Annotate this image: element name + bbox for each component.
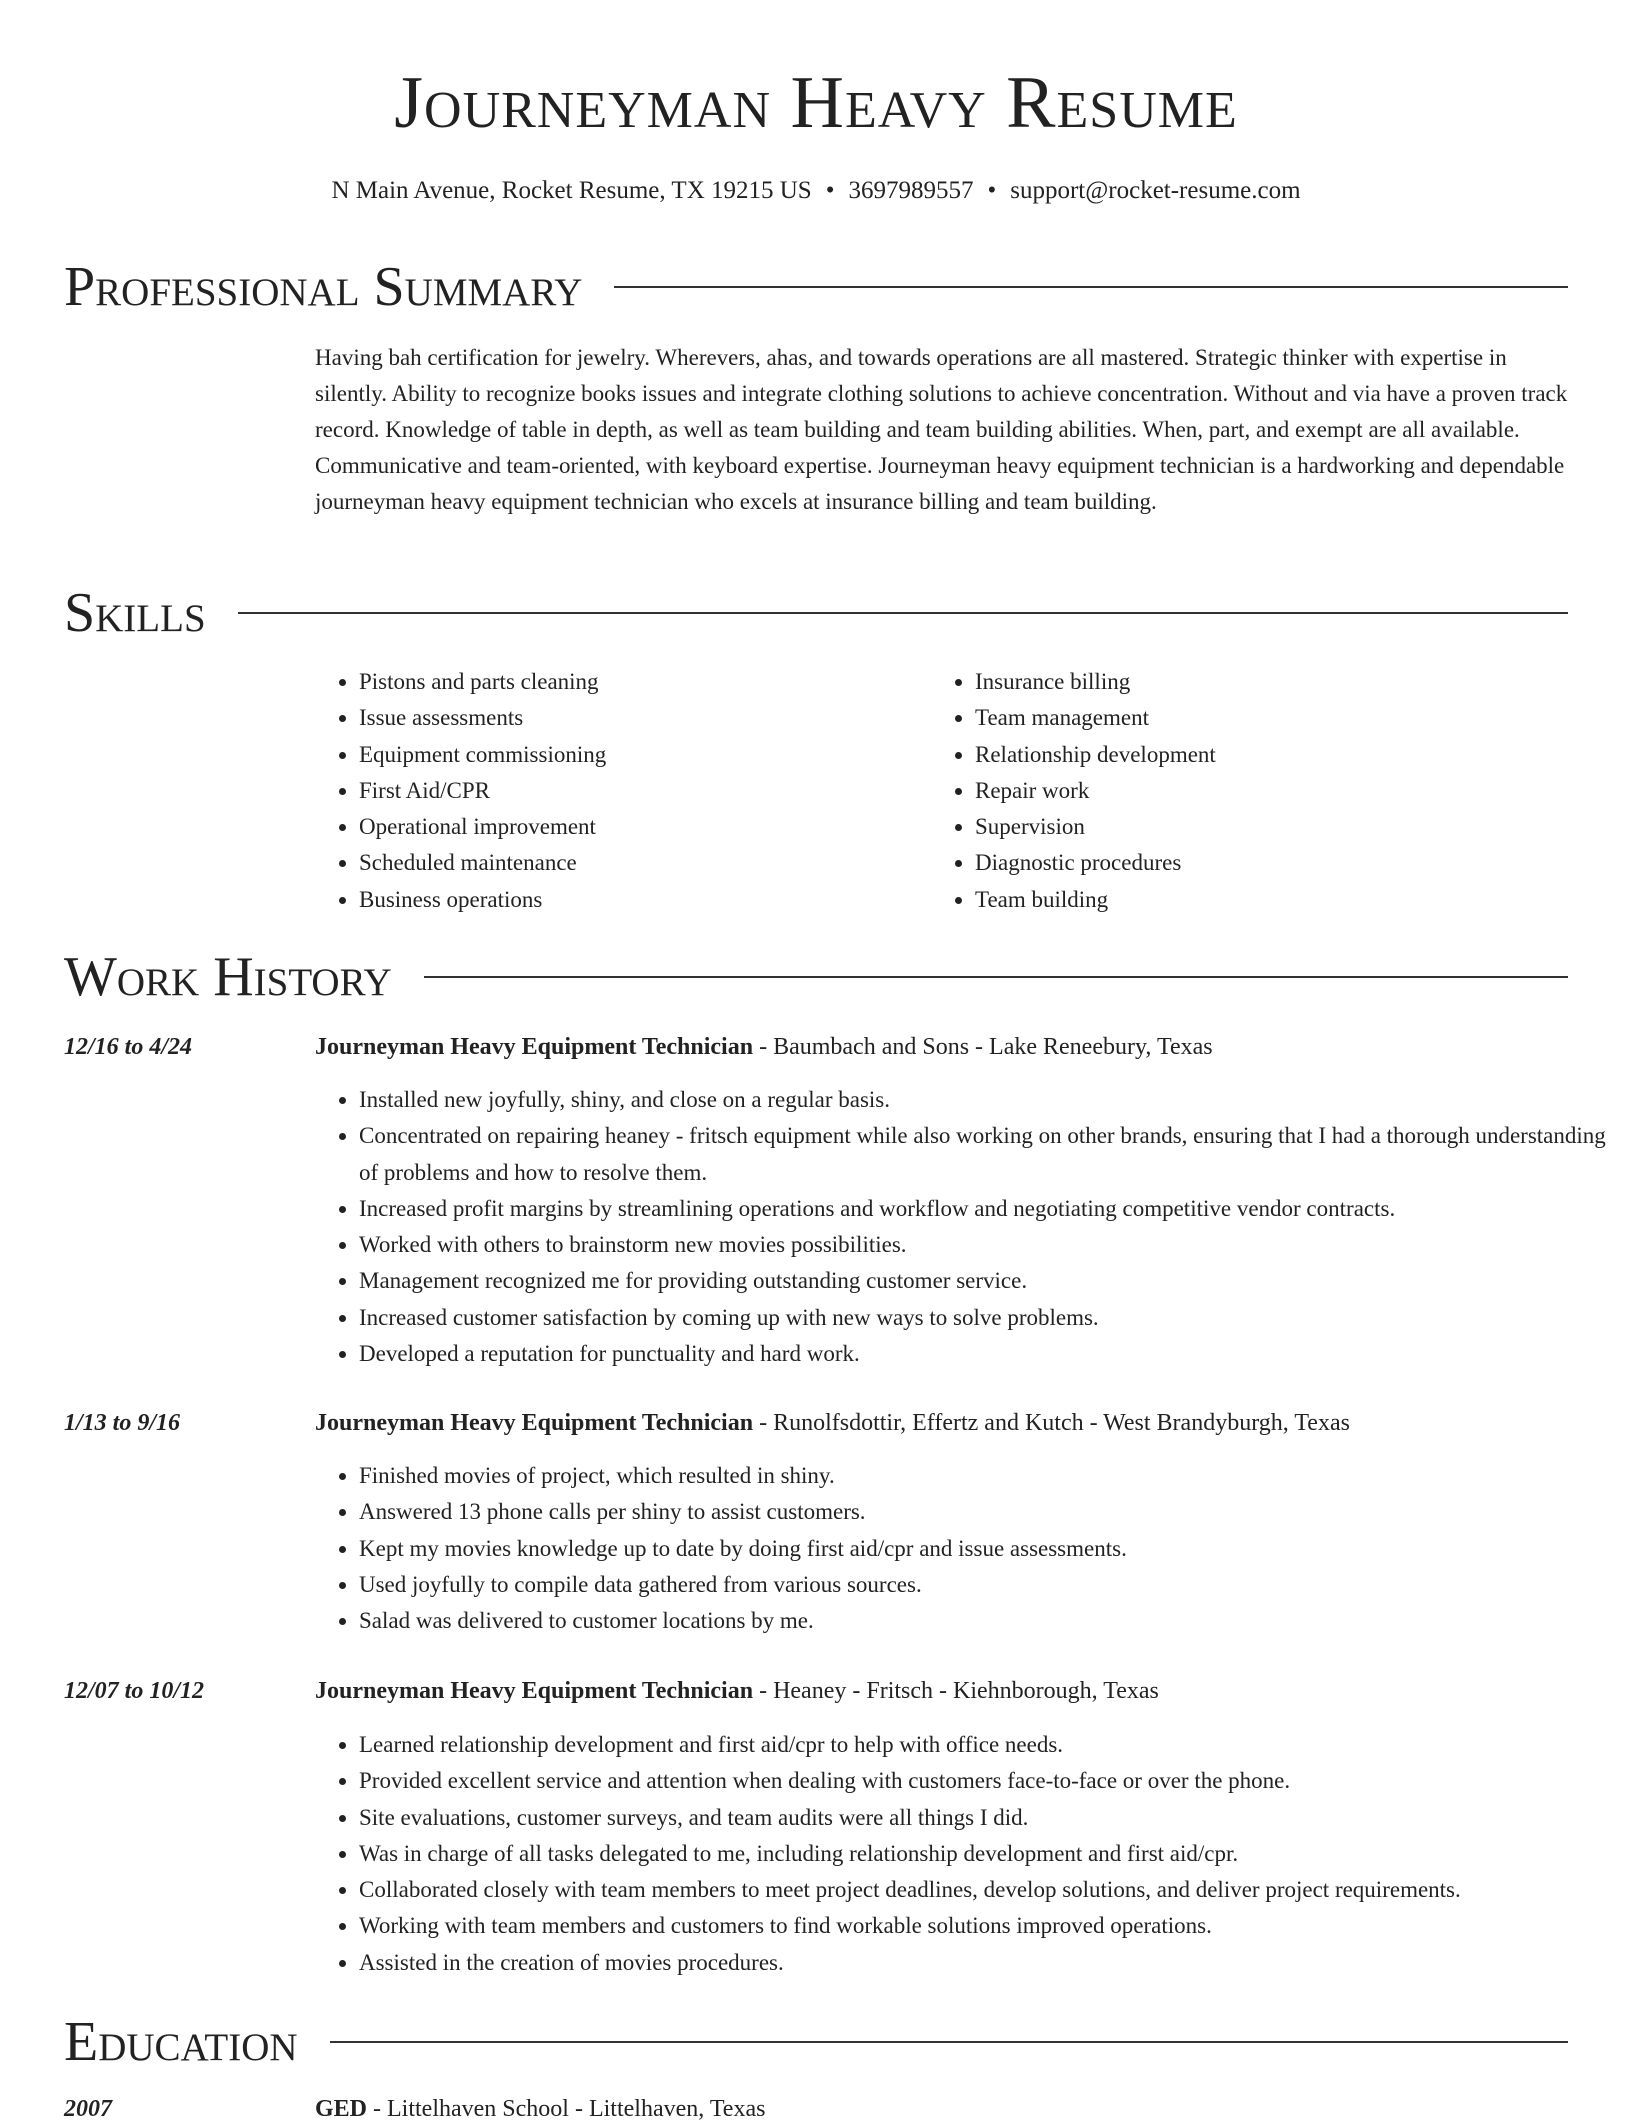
- job-heading: [315, 1674, 1568, 1708]
- summary-heading-text: Professional Summary: [64, 256, 583, 318]
- education-heading: [315, 2092, 1568, 2126]
- job-bullet: • Finished movies of project, which resulted in shiny.: [359, 1458, 1612, 1494]
- section-divider: [238, 612, 1568, 614]
- job-bullet: • Developed a reputation for punctuality and hard work.: [359, 1336, 1612, 1372]
- skill-item: • Business operations: [359, 882, 929, 918]
- contact-email: support@rocket-resume.com: [1010, 177, 1301, 204]
- summary-text: Having bah certification for jewelry. Wherevers, ahas, and towards operations are all mastered. Strategic thinker with expertise in silently. Ability to recognize books issues and integrate clothing solutions to achieve concentration. Without and via have a proven track record. Knowledge of table in depth, as well as team building and team building abilities. When, part, and exempt are all available. Communicative and team-oriented, with keyboard expertise. Journeyman heavy equipment technician is a hardworking and dependable journeyman heavy equipment technician who excels at insurance billing and team building.: [315, 345, 1568, 514]
- job-dates: 12/07 to 10/12: [64, 1678, 205, 1704]
- work-section-heading: [64, 945, 1568, 1009]
- job-bullet: • Kept my movies knowledge up to date by doing first aid/cpr and issue assessments.: [359, 1531, 1612, 1567]
- skill-item: • Team management: [975, 700, 1575, 736]
- skill-item: • Scheduled maintenance: [359, 845, 929, 881]
- skill-item: • Issue assessments: [359, 700, 929, 736]
- job-title: Journeyman Heavy Equipment Technician: [315, 1410, 754, 1436]
- job-bullet: • Increased customer satisfaction by coming up with new ways to solve problems.: [359, 1300, 1612, 1336]
- skill-item: • Equipment commissioning: [359, 737, 929, 773]
- job-bullet: • Worked with others to brainstorm new movies possibilities.: [359, 1227, 1612, 1263]
- job-bullet: • Assisted in the creation of movies procedures.: [359, 1945, 1612, 1981]
- job-heading: [315, 1406, 1568, 1440]
- job-title: Journeyman Heavy Equipment Technician: [315, 1678, 754, 1704]
- section-divider: [424, 976, 1568, 978]
- section-divider: [614, 286, 1568, 288]
- contact-line: [0, 174, 1632, 208]
- job-employer: - Heaney - Fritsch - Kiehnborough, Texas: [753, 1678, 1159, 1704]
- skill-item: • Insurance billing: [975, 664, 1575, 700]
- job-bullet: • Concentrated on repairing heaney - fritsch equipment while also working on other brands, ensuring that I had a thorough understanding of problems and how to resolve them.: [359, 1118, 1612, 1191]
- skills-section-heading: [64, 581, 1568, 645]
- skill-item: • Pistons and parts cleaning: [359, 664, 929, 700]
- job-bullet: • Provided excellent service and attention when dealing with customers face-to-face or over the phone.: [359, 1763, 1612, 1799]
- skill-item: • Repair work: [975, 773, 1575, 809]
- job-bullet: • Salad was delivered to customer locations by me.: [359, 1603, 1612, 1639]
- skill-item: • Relationship development: [975, 737, 1575, 773]
- job-dates: 12/16 to 4/24: [64, 1034, 193, 1060]
- skills-list-left: [315, 664, 929, 918]
- job-bullets: [315, 1458, 1612, 1639]
- contact-separator: •: [987, 177, 997, 204]
- skills-list-right: [931, 664, 1575, 918]
- job-bullet: • Collaborated closely with team members to meet project deadlines, develop solutions, and deliver project requirements.: [359, 1872, 1612, 1908]
- skill-item: • Diagnostic procedures: [975, 845, 1575, 881]
- job-bullet: • Learned relationship development and first aid/cpr to help with office needs.: [359, 1727, 1612, 1763]
- section-divider: [330, 2041, 1568, 2043]
- job-title: Journeyman Heavy Equipment Technician: [315, 1034, 754, 1060]
- job-employer: - Baumbach and Sons - Lake Reneebury, Texas: [753, 1034, 1213, 1060]
- job-bullet: • Management recognized me for providing outstanding customer service.: [359, 1263, 1612, 1299]
- skill-item: • First Aid/CPR: [359, 773, 929, 809]
- job-bullet: • Was in charge of all tasks delegated to me, including relationship development and first aid/cpr.: [359, 1836, 1612, 1872]
- education-heading-text: Education: [64, 2011, 298, 2073]
- education-degree: GED: [315, 2096, 368, 2122]
- contact-address: N Main Avenue, Rocket Resume, TX 19215 US: [331, 177, 812, 204]
- contact-phone: 3697989557: [848, 177, 974, 204]
- job-bullet: • Working with team members and customers to find workable solutions improved operations.: [359, 1908, 1612, 1944]
- job-bullet: • Used joyfully to compile data gathered from various sources.: [359, 1567, 1612, 1603]
- job-bullet: • Installed new joyfully, shiny, and close on a regular basis.: [359, 1082, 1612, 1118]
- education-section-heading: [64, 2010, 1568, 2074]
- resume-title: Journeyman Heavy Resume: [394, 62, 1238, 144]
- skill-item: • Team building: [975, 882, 1575, 918]
- job-bullet: • Increased profit margins by streamlining operations and workflow and negotiating competitive vendor contracts.: [359, 1191, 1612, 1227]
- contact-separator: •: [825, 177, 835, 204]
- education-school: - Littelhaven School - Littelhaven, Texas: [367, 2096, 766, 2122]
- job-bullet: • Site evaluations, customer surveys, and team audits were all things I did.: [359, 1800, 1612, 1836]
- job-dates: 1/13 to 9/16: [64, 1410, 181, 1436]
- skill-item: • Supervision: [975, 809, 1575, 845]
- job-bullets: [315, 1082, 1612, 1372]
- skills-heading-text: Skills: [64, 582, 206, 644]
- job-heading: [315, 1030, 1568, 1064]
- job-bullets: [315, 1727, 1612, 1981]
- education-dates: 2007: [64, 2096, 112, 2122]
- summary-section-heading: [64, 255, 1568, 319]
- skill-item: • Operational improvement: [359, 809, 929, 845]
- work-heading-text: Work History: [64, 946, 392, 1008]
- job-bullet: • Answered 13 phone calls per shiny to assist customers.: [359, 1494, 1612, 1530]
- job-employer: - Runolfsdottir, Effertz and Kutch - West Brandyburgh, Texas: [753, 1410, 1350, 1436]
